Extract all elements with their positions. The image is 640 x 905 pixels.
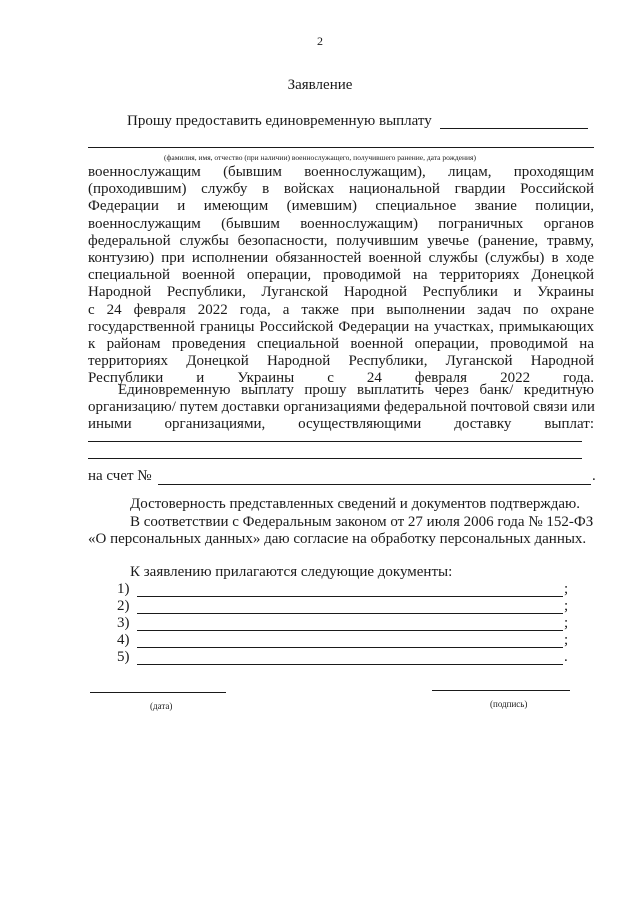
account-label: на счет №: [88, 468, 152, 484]
payment-line: Единовременную выплату прошу выплатить через банк/ кредитную: [118, 382, 594, 398]
payment-paragraph: [88, 382, 594, 434]
main-paragraph: [88, 164, 594, 388]
main-line: Федерации и имеющим (имевшим) специальное звание полиции,: [88, 198, 594, 215]
signature-label: (подпись): [490, 699, 528, 709]
main-line: специальной военной операции, проводимой на территориях Донецкой: [88, 267, 594, 284]
attachment-end: ;: [564, 598, 569, 614]
main-line: Народной Республики, Луганской Народной Республики и Украины: [88, 284, 594, 301]
main-line: с 24 февраля 2022 года, а также при выполнении задач по охране: [88, 301, 594, 318]
payment-line: иными организациями, осуществляющими доставку выплат:: [88, 416, 594, 433]
attachment-number: 1): [117, 581, 130, 597]
request-blank-line[interactable]: [440, 128, 588, 129]
payment-blank-line-1[interactable]: [88, 441, 582, 442]
confirm-text: Достоверность представленных сведений и документов подтверждаю.: [130, 496, 580, 512]
main-line: к районам проведения специальной военной операции, проводимой на: [88, 336, 594, 353]
attachment-number: 4): [117, 632, 130, 648]
date-line[interactable]: [90, 692, 226, 693]
consent-line-2: «О персональных данных» даю согласие на обработку персональных данных.: [88, 531, 587, 547]
attachment-end: ;: [564, 632, 569, 648]
attachment-line[interactable]: [137, 630, 563, 631]
name-hint: (фамилия, имя, отчество (при наличии) военнослужащего, получившего ранение, дата рождения): [164, 153, 476, 162]
attachment-line[interactable]: [137, 613, 563, 614]
attachment-end: ;: [564, 581, 569, 597]
attachments-title: К заявлению прилагаются следующие документы:: [130, 564, 453, 580]
payment-line: организацию/ путем доставки организациями федеральной почтовой связи или: [88, 399, 595, 416]
signature-line[interactable]: [432, 690, 570, 691]
main-line: контузию) при исполнении обязанностей военной службы (службы) в ходе: [88, 250, 594, 267]
main-line: Республики и Украины с 24 февраля 2022 года.: [88, 370, 594, 387]
page-number: 2: [317, 34, 323, 48]
consent-line-1: В соответствии с Федеральным законом от 27 июля 2006 года № 152-ФЗ: [130, 514, 594, 530]
attachment-line[interactable]: [137, 664, 563, 665]
account-number-line[interactable]: [158, 484, 591, 485]
date-label: (дата): [150, 701, 173, 711]
main-line: федеральной службы безопасности, получившим увечье (ранение, травму,: [88, 232, 594, 249]
name-blank-line[interactable]: [88, 147, 594, 148]
attachment-end: ;: [564, 615, 569, 631]
main-line: (проходившим) службу в войсках национальной гвардии Российской: [88, 181, 594, 198]
attachment-line[interactable]: [137, 596, 563, 597]
attachment-number: 3): [117, 615, 130, 631]
main-line: военнослужащим (бывшим военнослужащим), лицам, проходящим: [88, 164, 594, 180]
main-line: территориях Донецкой Народной Республики, Луганской Народной: [88, 353, 594, 370]
main-line: военнослужащим (бывшим военнослужащим) пограничных органов: [88, 215, 594, 232]
attachment-end: .: [564, 649, 568, 665]
request-intro: Прошу предоставить единовременную выплату: [127, 113, 432, 129]
account-end-mark: .: [592, 468, 596, 484]
main-line: государственной границы Российской Федерации на участках, примыкающих: [88, 318, 594, 335]
attachment-number: 2): [117, 598, 130, 614]
payment-blank-line-2[interactable]: [88, 458, 582, 459]
attachment-line[interactable]: [137, 647, 563, 648]
document-title: Заявление: [287, 77, 353, 93]
attachment-number: 5): [117, 649, 130, 665]
